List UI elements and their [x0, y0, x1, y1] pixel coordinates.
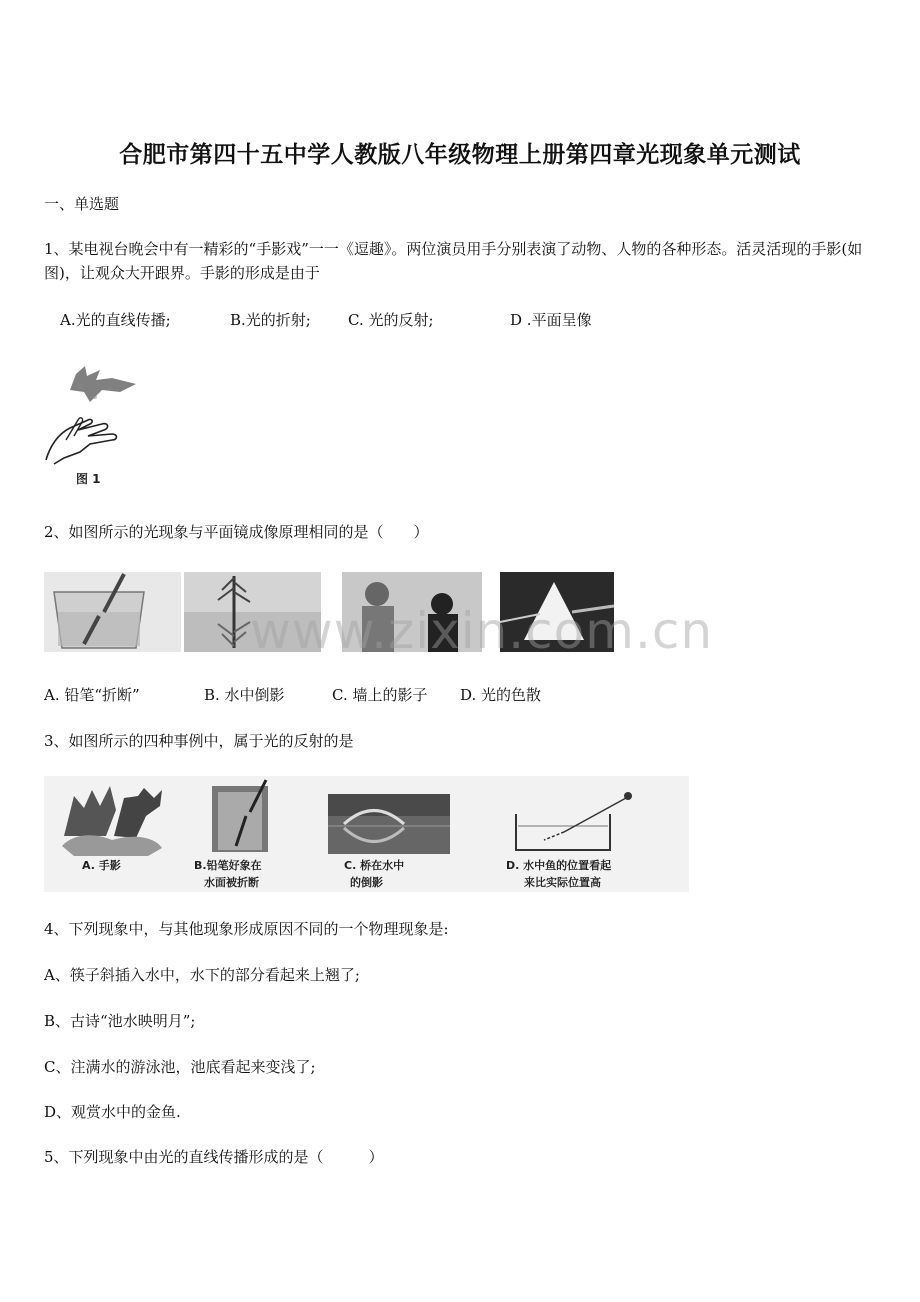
question-5-text: 5、下列现象中由光的直线传播形成的是（ ）	[44, 1148, 384, 1166]
figure-1-caption: 图 1	[76, 472, 101, 486]
q3-caption-d1: D. 水中鱼的位置看起	[506, 859, 612, 872]
question-2-text: 2、如图所示的光现象与平面镜成像原理相同的是（ ）	[44, 523, 429, 541]
question-3-text: 3、如图所示的四种事例中，属于光的反射的是	[44, 732, 354, 750]
q2-option-d: D. 光的色散	[460, 686, 542, 704]
q3-caption-b1: B.铅笔好象在	[194, 859, 262, 872]
question-4-text: 4、下列现象中，与其他现象形成原因不同的一个物理现象是:	[44, 920, 449, 938]
q4-option-b: B、古诗“池水映明月”;	[44, 1012, 196, 1030]
question-1-text: 1、某电视台晚会中有一精彩的“手影戏”一一《逗趣》。两位演员用手分别表演了动物、人物的各种形态。活灵活现的手影(如图)，让观众大开跟界。手影的形成是由于	[44, 240, 863, 282]
q3-caption-d2: 来比实际位置高	[524, 876, 601, 889]
hand-shadow-figure	[40, 362, 145, 487]
q3-caption-c2: 的倒影	[350, 876, 383, 889]
q1-option-b: B.光的折射;	[230, 311, 311, 329]
q1-option-d: D .平面呈像	[510, 311, 592, 329]
q3-caption-b2: 水面被折断	[204, 876, 259, 889]
pencil-in-glass-image	[44, 572, 181, 652]
q1-option-a: A.光的直线传播;	[60, 311, 171, 329]
q2-option-b: B. 水中倒影	[204, 686, 285, 704]
q4-option-c: C、注满水的游泳池，池底看起来变浅了;	[44, 1058, 316, 1076]
q4-option-d: D、观赏水中的金鱼.	[44, 1103, 181, 1121]
q1-option-c: C. 光的反射;	[348, 311, 434, 329]
q4-option-a: A、筷子斜插入水中，水下的部分看起来上翘了;	[44, 966, 360, 984]
watermark: www.zixin.com.cn	[250, 602, 714, 660]
section-heading: 一、单选题	[44, 195, 120, 213]
q3-figure-strip	[44, 776, 689, 892]
q3-caption-c1: C. 桥在水中	[344, 859, 405, 872]
q2-option-a: A. 铅笔“折断”	[44, 686, 140, 704]
q3-caption-a: A. 手影	[82, 859, 121, 872]
q2-option-c: C. 墙上的影子	[332, 686, 428, 704]
page-title: 合肥市第四十五中学人教版八年级物理上册第四章光现象单元测试	[119, 141, 801, 168]
